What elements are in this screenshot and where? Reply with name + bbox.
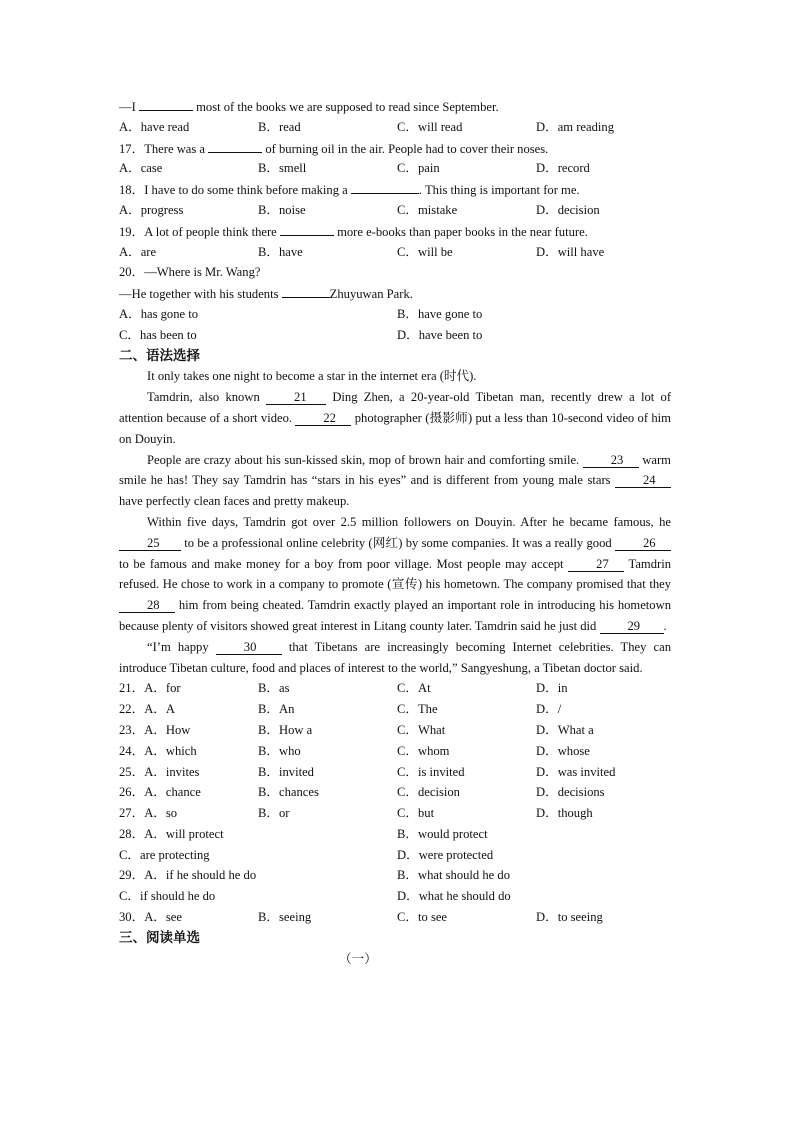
q25-option-d: D．was invited: [536, 764, 616, 779]
blank-27: [568, 557, 624, 572]
q30-option-a: 30．A．see: [119, 910, 182, 925]
q25-option-a: 25．A．invites: [119, 764, 200, 779]
blank-24: [615, 473, 671, 488]
q16-option-b: B．read: [258, 119, 301, 134]
blank-26-number: 26: [642, 535, 656, 550]
section3-heading: 三、阅读单选: [119, 929, 200, 946]
q25-option-c: C．is invited: [397, 764, 465, 779]
q20-options-row1: [119, 304, 671, 325]
p3-text-c: have perfectly clean faces and pretty makeup.: [119, 494, 350, 509]
q20-option-b: B．have gone to: [397, 306, 483, 321]
p5-text-b: that Tibetans are increasingly becoming Internet celebrities. They can introduce Tibetan culture, food and places of interest to the world,” Sangyeshung, a Tibetan doctor said.: [119, 639, 672, 675]
blank-28: [119, 598, 175, 613]
q20-blank: [282, 283, 330, 298]
q18-option-a: A．progress: [119, 202, 184, 217]
q20-options-row2: [119, 325, 671, 346]
q29-option-b: B．what should he do: [397, 868, 510, 883]
q29-option-a: 29．A．if he should he do: [119, 868, 257, 883]
q24-option-c: C．whom: [397, 743, 450, 758]
q28-options-row1: [119, 824, 671, 845]
p4-text-b: to be a professional online celebrity (网红) by some companies. It was a really good: [184, 535, 612, 550]
blank-23: [583, 453, 639, 468]
q28-option-d: D．were protected: [397, 847, 494, 862]
blank-27-number: 27: [596, 556, 609, 571]
q18-stem-start: 18．I have to do some think before making a: [119, 183, 348, 198]
q23-option-a: 23．A．How: [119, 722, 191, 737]
q20-stem-line2: [119, 283, 671, 304]
q23-options: [119, 720, 671, 741]
q28-options-row2: [119, 845, 671, 866]
q18-options: [119, 200, 671, 221]
q17-stem-end: of burning oil in the air. People had to cover their noses.: [265, 141, 549, 156]
q26-options: [119, 782, 671, 803]
q24-options: [119, 741, 671, 762]
q16-blank: [139, 96, 193, 111]
q18-option-b: B．noise: [258, 202, 306, 217]
q27-option-d: D．though: [536, 806, 593, 821]
passage-paragraph-2: [119, 387, 671, 449]
worksheet-page: [119, 96, 671, 969]
p2-text-c: Ding Zhen, a 20-year-old Tibetan man, recently drew a lot of attention because of a short video.: [119, 390, 672, 425]
p4-text-a: Within five days, Tamdrin got over 2.5 million followers on Douyin. After he became famous, he: [147, 514, 671, 529]
q17-option-b: B．smell: [258, 161, 307, 176]
q18-option-c: C．mistake: [397, 202, 458, 217]
q29-options-row1: [119, 865, 671, 886]
p4-text-f: .: [663, 618, 667, 633]
q16-option-d: D．am reading: [536, 119, 614, 134]
p5-text-a: “I’m happy: [147, 639, 209, 654]
q27-option-c: C．but: [397, 806, 435, 821]
q28-option-b: B．would protect: [397, 826, 488, 841]
q17-options: [119, 158, 671, 179]
q20-option-a: A．has gone to: [119, 306, 199, 321]
q25-option-b: B．invited: [258, 764, 314, 779]
q30-options: [119, 907, 671, 928]
blank-22: [295, 411, 351, 426]
q19-option-a: A．are: [119, 244, 157, 259]
q19-option-d: D．will have: [536, 244, 605, 259]
p4-text-e: him from being cheated. Tamdrin exactly played an important role in introducing his hometown because plenty of visitors showed great interest in Litang county later. Tamdrin said he just did: [119, 598, 671, 633]
q16-stem: [119, 96, 671, 117]
p2-text-a: Tamdrin, also known: [147, 390, 260, 405]
q21-option-b: B．as: [258, 681, 290, 696]
blank-21: [266, 390, 326, 405]
section2-heading: 二、语法选择: [119, 347, 200, 364]
q19-option-c: C．will be: [397, 244, 453, 259]
q17-option-c: C．pain: [397, 161, 440, 176]
q20-option-c: C．has been to: [119, 327, 197, 342]
q18-blank: [351, 179, 419, 194]
q23-option-c: C．What: [397, 722, 446, 737]
q30-option-d: D．to seeing: [536, 910, 603, 925]
q22-option-b: B．An: [258, 702, 295, 717]
q26-option-b: B．chances: [258, 785, 319, 800]
q22-option-a: 22．A．A: [119, 702, 175, 717]
q27-options: [119, 803, 671, 824]
q27-option-a: 27．A．so: [119, 806, 178, 821]
q29-option-c: C．if should he do: [119, 889, 216, 904]
q16-options: [119, 117, 671, 138]
passage-paragraph-5: [119, 637, 671, 679]
blank-21-number: 21: [294, 390, 307, 405]
q24-option-d: D．whose: [536, 743, 590, 758]
blank-29: [600, 619, 664, 634]
q20-question: 20．—Where is Mr. Wang?: [119, 265, 261, 280]
q20-stem-end: Zhuyuwan Park.: [329, 287, 413, 302]
blank-28-number: 28: [147, 598, 160, 613]
q17-option-d: D．record: [536, 161, 590, 176]
q28-option-a: 28．A．will protect: [119, 826, 224, 841]
q22-options: [119, 699, 671, 720]
q29-options-row2: [119, 886, 671, 907]
section3-subheading: （一）: [339, 951, 377, 966]
passage-paragraph-4: [119, 512, 671, 637]
p4-text-d: Tamdrin refused. He chose to work in a company to promote (宣传) his hometown. The company promised that they: [119, 556, 671, 592]
q19-option-b: B．have: [258, 244, 303, 259]
p4-text-c: to be famous and make money for a boy from poor village. Most people may accept: [119, 556, 564, 571]
blank-25-number: 25: [147, 535, 160, 550]
blank-30: [216, 640, 282, 655]
q29-option-d: D．what he should do: [397, 889, 511, 904]
blank-23-number: 23: [610, 452, 624, 467]
q16-stem-end: most of the books we are supposed to read since September.: [196, 100, 499, 114]
q19-stem: [119, 221, 671, 242]
passage-paragraph-3: [119, 450, 671, 512]
q28-option-c: C．are protecting: [119, 847, 210, 862]
q17-stem: [119, 138, 671, 159]
q19-options: [119, 242, 671, 263]
q24-option-a: 24．A．which: [119, 743, 197, 758]
q22-option-d: D．/: [536, 702, 562, 717]
q18-stem-end: . This thing is important for me.: [418, 183, 580, 198]
q23-option-d: D．What a: [536, 722, 594, 737]
q24-option-b: B．who: [258, 743, 301, 758]
q26-option-a: 26．A．chance: [119, 785, 201, 800]
q20-stem-line1: [119, 262, 671, 283]
p2-text-d: photographer (摄影师) put a less than 10-second video of him on Douyin.: [119, 410, 671, 446]
q30-option-b: B．seeing: [258, 910, 312, 925]
p3-text-a: People are crazy about his sun-kissed skin, mop of brown hair and comforting smile.: [147, 452, 580, 467]
q27-option-b: B．or: [258, 806, 290, 821]
q23-option-b: B．How a: [258, 722, 313, 737]
q18-option-d: D．decision: [536, 202, 600, 217]
q26-option-d: D．decisions: [536, 785, 605, 800]
blank-25: [119, 536, 181, 551]
q16-option-a: A．have read: [119, 119, 190, 134]
q17-option-a: A．case: [119, 161, 163, 176]
q18-stem: [119, 179, 671, 200]
blank-24-number: 24: [643, 473, 656, 488]
q19-stem-end: more e-books than paper books in the near future.: [337, 224, 588, 239]
q16-stem-start: —I: [119, 100, 136, 114]
q19-stem-start: 19．A lot of people think there: [119, 224, 277, 239]
q30-option-c: C．to see: [397, 910, 448, 925]
q17-blank: [208, 138, 262, 153]
passage-paragraph-1: [119, 366, 671, 387]
q20-option-d: D．have been to: [397, 327, 483, 342]
blank-29-number: 29: [627, 618, 641, 633]
q21-option-c: C．At: [397, 681, 431, 696]
blank-22-number: 22: [323, 410, 336, 425]
q17-stem-start: 17．There was a: [119, 141, 206, 156]
q21-option-d: D．in: [536, 681, 568, 696]
q26-option-c: C．decision: [397, 785, 460, 800]
q21-option-a: 21．A．for: [119, 681, 181, 696]
p3-text-b: warm smile he has! They say Tamdrin has “stars in his eyes” and is different from young male stars: [119, 452, 671, 488]
blank-30-number: 30: [243, 639, 257, 654]
passage-p1-text: It only takes one night to become a star in the internet era (时代).: [147, 369, 477, 384]
q20-stem-start: —He together with his students: [119, 287, 279, 302]
q22-option-c: C．The: [397, 702, 438, 717]
q25-options: [119, 762, 671, 783]
q19-blank: [280, 221, 334, 236]
blank-26: [615, 536, 671, 551]
q21-options: [119, 678, 671, 699]
section3-subheading-row: [119, 949, 671, 970]
q16-option-c: C．will read: [397, 119, 463, 134]
